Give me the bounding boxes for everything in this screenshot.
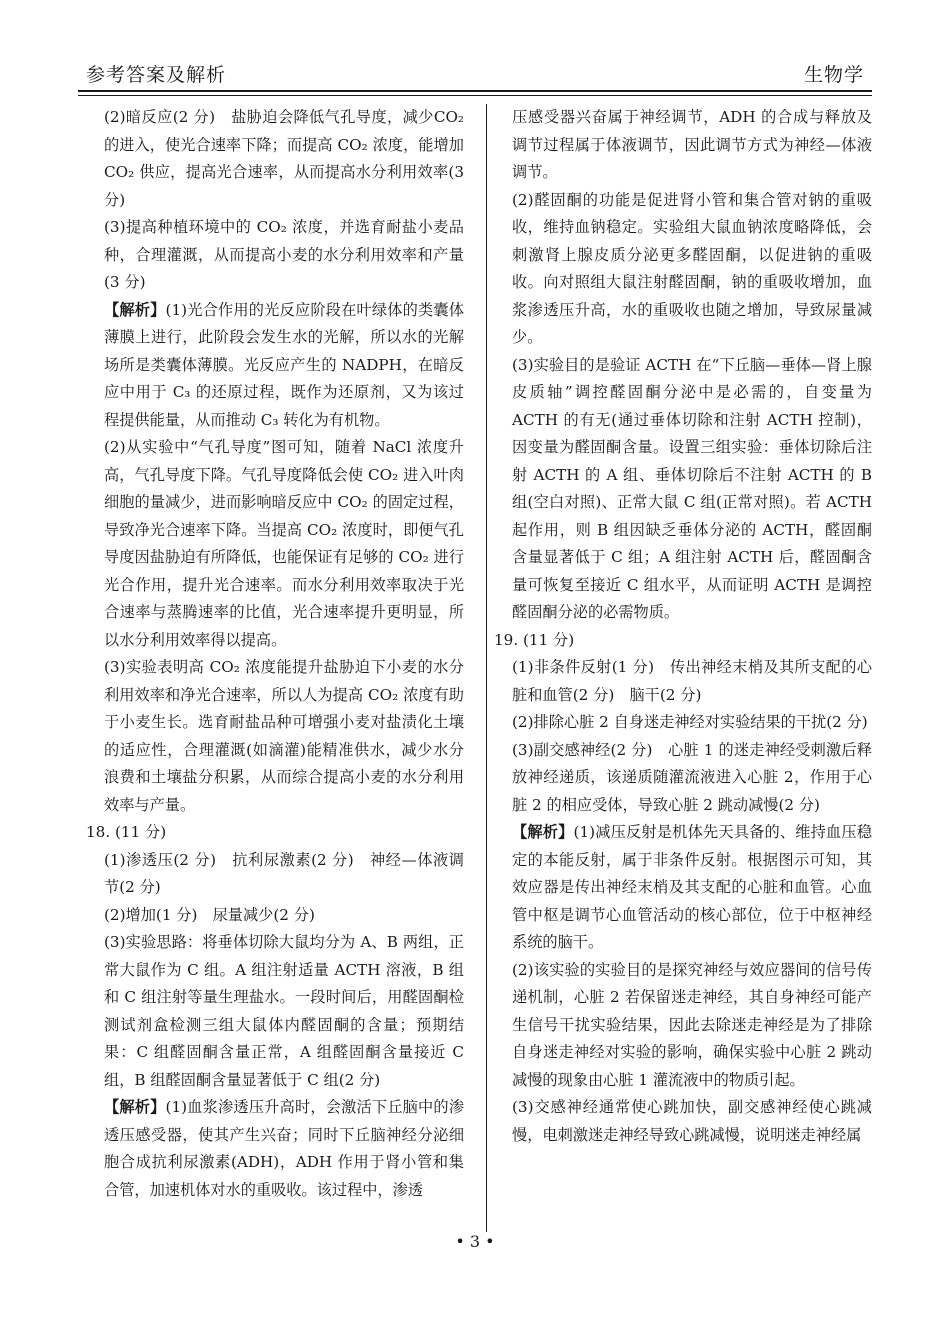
header-title-left: 参考答案及解析 [86, 64, 227, 86]
paragraph-text: (3)实验目的是验证 ACTH 在“下丘脑—垂体—肾上腺皮质轴”调控醛固酮分泌中是必需的，自变量为 ACTH 的有无(通过垂体切除和注射 ACTH 控制)，因变量为醛固酮含量。设置三组实验：垂体切除后注射 ACTH 的 A 组、垂体切除后不注射 ACTH 的 B 组(空白对照)、正常大鼠 C 组(正常对照)。若 ACTH 起作用，则 B 组因缺乏垂体分泌的 ACTH，醛固酮含量显著低于 C 组；A 组注射 ACTH 后，醛固酮含量可恢复至接近 C 组水平，从而证明 ACTH 是调控醛固酮分泌的必需物质。 [512, 355, 872, 621]
analysis-tag: 【解析】 [104, 1098, 166, 1116]
paragraph-text: 18. (11 分) [86, 823, 167, 841]
paragraph-text: (2)暗反应(2 分) 盐胁迫会降低气孔导度，减少CO₂ 的进入，使光合速率下降；而提高 CO₂ 浓度，能增加 CO₂ 供应，提高光合速率，从而提高水分利用效率(3 分) [104, 108, 464, 209]
header-rule-thick [78, 90, 872, 92]
paragraph-text: (3)提高种植环境中的 CO₂ 浓度，并选育耐盐小麦品种，合理灌溉，从而提高小麦的水分利用效率和产量(3 分) [104, 218, 464, 291]
paragraph-text: (3)实验思路：将垂体切除大鼠均分为 A、B 两组，正常大鼠作为 C 组。A 组注射适量 ACTH 溶液，B 组和 C 组注射等量生理盐水。一段时间后，用醛固酮检测试剂盒检测三组大鼠体内醛固酮的含量；预期结果：C 组醛固酮含量正常，A 组醛固酮含量接近 C 组，B 组醛固酮含量显著低于 C 组(2 分) [104, 933, 464, 1089]
paragraph-text: (2)排除心脏 2 自身迷走神经对实验结果的干扰(2 分) [512, 713, 868, 731]
answer-paragraph [512, 819, 872, 957]
answer-paragraph [104, 104, 464, 214]
paragraph-text: (2)醛固酮的功能是促进肾小管和集合管对钠的重吸收，维持血钠稳定。实验组大鼠血钠浓度略降低，会刺激肾上腺皮质分泌更多醛固酮，以促进钠的重吸收。向对照组大鼠注射醛固酮，钠的重吸收增加，血浆渗透压升高，水的重吸收也随之增加，导致尿量减少。 [512, 190, 872, 346]
paragraph-text: (3)实验表明高 CO₂ 浓度能提升盐胁迫下小麦的水分利用效率和净光合速率，所以人为提高 CO₂ 浓度有助于小麦生长。选育耐盐品种可增强小麦对盐渍化土壤的适应性，合理灌溉(如滴灌)能精准供水，减少水分浪费和土壤盐分积累，从而综合提高小麦的水分利用效率与产量。 [104, 658, 464, 814]
header-rule-thin [78, 95, 872, 96]
answer-paragraph [512, 1094, 872, 1149]
paragraph-text: 19. (11 分) [494, 630, 575, 649]
right-column [494, 104, 873, 1149]
answer-paragraph [512, 709, 872, 737]
answer-paragraph [512, 957, 872, 1095]
paragraph-text: (1)非条件反射(1 分) 传出神经末梢及其所支配的心脏和血管(2 分) 脑干(2 分) [512, 658, 872, 704]
page-number: • 3 • [455, 1232, 495, 1251]
answer-paragraph [512, 187, 872, 352]
left-column [86, 104, 465, 1204]
paragraph-text: (1)光合作用的光反应阶段在叶绿体的类囊体薄膜上进行，此阶段会发生水的光解，所以水的光解场所是类囊体薄膜。光反应产生的 NADPH，在暗反应中用于 C₃ 的还原过程，既作为还原剂，又为该过程提供能量，从而推动 C₃ 转化为有机物。 [104, 300, 465, 429]
analysis-tag: 【解析】 [512, 823, 574, 841]
answer-paragraph [104, 1094, 464, 1204]
answer-paragraph [512, 737, 872, 820]
answer-paragraph [104, 434, 464, 654]
paragraph-text: (1)减压反射是机体先天具备的、维持血压稳定的本能反射，属于非条件反射。根据图示可知，其效应器是传出神经末梢及其支配的心脏和血管。心血管中枢是调节心血管活动的核心部位，位于中枢神经系统的脑干。 [512, 823, 873, 951]
paragraph-text: (1)渗透压(2 分) 抗利尿激素(2 分) 神经—体液调节(2 分) [104, 850, 464, 896]
paragraph-text: (2)从实验中“气孔导度”图可知，随着 NaCl 浓度升高，气孔导度下降。气孔导度降低会使 CO₂ 进入叶肉细胞的量减少，进而影响暗反应中 CO₂ 的固定过程，导致净光合速率下降。当提高 CO₂ 浓度时，即便气孔导度因盐胁迫有所降低，也能保证有足够的 CO₂ 进行光合作用，提升光合速率。而水分利用效率取决于光合速率与蒸腾速率的比值，光合速率提升更明显，所以水分利用效率得以提高。 [104, 438, 464, 649]
answer-paragraph [104, 214, 464, 297]
question-number [86, 819, 464, 847]
answer-paragraph [104, 929, 464, 1094]
paragraph-text: (3)交感神经通常使心跳加快，副交感神经使心跳减慢，电刺激迷走神经导致心跳减慢，说明迷走神经属 [512, 1098, 872, 1144]
paragraph-text: (3)副交感神经(2 分) 心脏 1 的迷走神经受刺激后释放神经递质，该递质随灌流液进入心脏 2，作用于心脏 2 的相应受体，导致心脏 2 跳动减慢(2 分) [512, 740, 872, 814]
answer-paragraph [512, 104, 872, 187]
header-subject-right: 生物学 [803, 64, 864, 86]
paragraph-text: (2)增加(1 分) 尿量减少(2 分) [104, 905, 315, 924]
analysis-tag: 【解析】 [104, 300, 166, 319]
answer-paragraph [512, 352, 872, 627]
question-number [494, 627, 872, 655]
column-divider [486, 104, 487, 1232]
answer-paragraph [104, 902, 464, 930]
answer-paragraph [512, 654, 872, 709]
answer-paragraph [104, 297, 464, 435]
paragraph-text: 压感受器兴奋属于神经调节，ADH 的合成与释放及调节过程属于体液调节，因此调节方式为神经—体液调节。 [512, 108, 872, 181]
answer-paragraph [104, 847, 464, 902]
answer-paragraph [104, 654, 464, 819]
paragraph-text: (2)该实验的实验目的是探究神经与效应器间的信号传递机制，心脏 2 若保留迷走神经，其自身神经可能产生信号干扰实验结果，因此去除迷走神经是为了排除自身迷走神经对实验的影响，确保实验中心脏 2 跳动减慢的现象由心脏 1 灌流液中的物质引起。 [512, 960, 872, 1089]
paragraph-text: (1)血浆渗透压升高时，会激活下丘脑中的渗透压感受器，使其产生兴奋；同时下丘脑神经分泌细胞合成抗利尿激素(ADH)，ADH 作用于肾小管和集合管，加速机体对水的重吸收。该过程中，渗透 [104, 1098, 465, 1199]
